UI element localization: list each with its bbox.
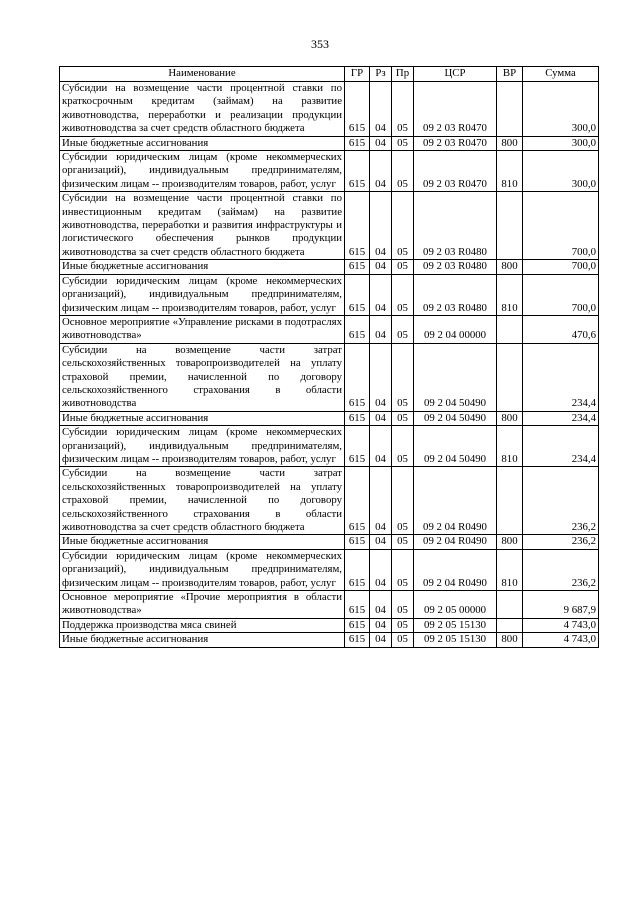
- row-rz-cell: 04: [370, 411, 392, 425]
- row-rz-cell: 04: [370, 591, 392, 619]
- row-vr-cell: 810: [497, 151, 523, 192]
- row-rz-cell: 04: [370, 467, 392, 535]
- row-vr-cell: [497, 82, 523, 137]
- row-vr-cell: [497, 591, 523, 619]
- row-rz-cell: 04: [370, 315, 392, 343]
- row-rz-cell: 04: [370, 343, 392, 411]
- row-rz-cell: 04: [370, 426, 392, 467]
- row-pr-cell: 05: [392, 618, 414, 632]
- row-name-cell: Поддержка производства мяса свиней: [60, 618, 345, 632]
- row-pr-cell: 05: [392, 633, 414, 647]
- row-csr-cell: 09 2 04 R0490: [414, 549, 497, 590]
- row-gr-cell: 615: [345, 274, 370, 315]
- row-sum-cell: 9 687,9: [523, 591, 599, 619]
- row-vr-cell: [497, 315, 523, 343]
- row-csr-cell: 09 2 04 50490: [414, 411, 497, 425]
- table-row: [60, 633, 599, 647]
- row-sum-cell: 234,4: [523, 343, 599, 411]
- row-sum-cell: 234,4: [523, 426, 599, 467]
- row-sum-cell: 4 743,0: [523, 633, 599, 647]
- row-vr-cell: [497, 618, 523, 632]
- table-row: [60, 151, 599, 192]
- row-name-cell: Иные бюджетные ассигнования: [60, 260, 345, 274]
- row-sum-cell: 236,2: [523, 535, 599, 549]
- row-pr-cell: 05: [392, 343, 414, 411]
- row-name-cell: Иные бюджетные ассигнования: [60, 633, 345, 647]
- row-gr-cell: 615: [345, 426, 370, 467]
- row-csr-cell: 09 2 03 R0480: [414, 260, 497, 274]
- row-gr-cell: 615: [345, 535, 370, 549]
- row-csr-cell: 09 2 05 00000: [414, 591, 497, 619]
- header-gr: ГР: [345, 67, 370, 82]
- row-gr-cell: 615: [345, 260, 370, 274]
- row-csr-cell: 09 2 03 R0470: [414, 151, 497, 192]
- table-row: [60, 618, 599, 632]
- row-pr-cell: 05: [392, 315, 414, 343]
- row-vr-cell: 800: [497, 136, 523, 150]
- row-vr-cell: 800: [497, 535, 523, 549]
- row-vr-cell: 800: [497, 260, 523, 274]
- row-gr-cell: 615: [345, 549, 370, 590]
- row-sum-cell: 300,0: [523, 136, 599, 150]
- row-csr-cell: 09 2 05 15130: [414, 618, 497, 632]
- row-rz-cell: 04: [370, 151, 392, 192]
- row-pr-cell: 05: [392, 426, 414, 467]
- row-csr-cell: 09 2 03 R0470: [414, 136, 497, 150]
- row-pr-cell: 05: [392, 535, 414, 549]
- row-gr-cell: 615: [345, 151, 370, 192]
- row-pr-cell: 05: [392, 274, 414, 315]
- row-pr-cell: 05: [392, 591, 414, 619]
- row-rz-cell: 04: [370, 618, 392, 632]
- row-pr-cell: 05: [392, 411, 414, 425]
- row-sum-cell: 700,0: [523, 274, 599, 315]
- row-csr-cell: 09 2 03 R0480: [414, 192, 497, 260]
- row-name-cell: Субсидии юридическим лицам (кроме некоммерческих организаций), индивидуальным предпринимателям, физическим лицам -- производителям товаров, работ, услуг: [60, 426, 345, 467]
- row-vr-cell: [497, 343, 523, 411]
- table-row: [60, 274, 599, 315]
- table-header-row: [60, 67, 599, 82]
- row-rz-cell: 04: [370, 549, 392, 590]
- row-pr-cell: 05: [392, 467, 414, 535]
- row-name-cell: Субсидии на возмещение части процентной ставки по краткосрочным кредитам (займам) на развитие животноводства, переработки и реализации продукции животноводства за счет средств областного бюджета: [60, 82, 345, 137]
- table-row: [60, 591, 599, 619]
- header-rz: Рз: [370, 67, 392, 82]
- row-gr-cell: 615: [345, 315, 370, 343]
- table-row: [60, 192, 599, 260]
- row-sum-cell: 236,2: [523, 467, 599, 535]
- row-rz-cell: 04: [370, 260, 392, 274]
- row-gr-cell: 615: [345, 411, 370, 425]
- table-row: [60, 411, 599, 425]
- table-row: [60, 343, 599, 411]
- row-vr-cell: 810: [497, 274, 523, 315]
- row-csr-cell: 09 2 03 R0480: [414, 274, 497, 315]
- row-name-cell: Иные бюджетные ассигнования: [60, 411, 345, 425]
- row-gr-cell: 615: [345, 591, 370, 619]
- row-pr-cell: 05: [392, 82, 414, 137]
- row-gr-cell: 615: [345, 192, 370, 260]
- row-csr-cell: 09 2 04 50490: [414, 426, 497, 467]
- row-vr-cell: 800: [497, 411, 523, 425]
- row-vr-cell: [497, 192, 523, 260]
- row-csr-cell: 09 2 04 R0490: [414, 467, 497, 535]
- row-rz-cell: 04: [370, 192, 392, 260]
- row-gr-cell: 615: [345, 467, 370, 535]
- budget-table: [59, 66, 599, 648]
- row-sum-cell: 234,4: [523, 411, 599, 425]
- row-rz-cell: 04: [370, 535, 392, 549]
- row-gr-cell: 615: [345, 343, 370, 411]
- row-sum-cell: 236,2: [523, 549, 599, 590]
- table-row: [60, 467, 599, 535]
- table-row: [60, 136, 599, 150]
- table-row: [60, 426, 599, 467]
- row-name-cell: Субсидии юридическим лицам (кроме некоммерческих организаций), индивидуальным предпринимателям, физическим лицам -- производителям товаров, работ, услуг: [60, 274, 345, 315]
- row-csr-cell: 09 2 04 R0490: [414, 535, 497, 549]
- row-vr-cell: 800: [497, 633, 523, 647]
- row-sum-cell: 300,0: [523, 151, 599, 192]
- table-row: [60, 82, 599, 137]
- row-vr-cell: [497, 467, 523, 535]
- row-name-cell: Субсидии юридическим лицам (кроме некоммерческих организаций), индивидуальным предпринимателям, физическим лицам -- производителям товаров, работ, услуг: [60, 151, 345, 192]
- row-sum-cell: 700,0: [523, 192, 599, 260]
- row-csr-cell: 09 2 05 15130: [414, 633, 497, 647]
- row-pr-cell: 05: [392, 151, 414, 192]
- row-rz-cell: 04: [370, 633, 392, 647]
- row-name-cell: Субсидии на возмещение части затрат сельскохозяйственных товаропроизводителей на уплату страховой премии, начисленной по договору сельскохозяйственного страхования в области животноводства за счет средств областного бюджета: [60, 467, 345, 535]
- row-name-cell: Иные бюджетные ассигнования: [60, 535, 345, 549]
- page-number: 353: [311, 37, 329, 51]
- row-name-cell: Субсидии юридическим лицам (кроме некоммерческих организаций), индивидуальным предпринимателям, физическим лицам -- производителям товаров, работ, услуг: [60, 549, 345, 590]
- row-pr-cell: 05: [392, 192, 414, 260]
- row-sum-cell: 470,6: [523, 315, 599, 343]
- row-rz-cell: 04: [370, 82, 392, 137]
- row-rz-cell: 04: [370, 136, 392, 150]
- header-name: Наименование: [60, 67, 345, 82]
- row-vr-cell: 810: [497, 426, 523, 467]
- table-row: [60, 535, 599, 549]
- row-name-cell: Основное мероприятие «Прочие мероприятия в области животноводства»: [60, 591, 345, 619]
- row-gr-cell: 615: [345, 633, 370, 647]
- row-csr-cell: 09 2 04 00000: [414, 315, 497, 343]
- row-gr-cell: 615: [345, 136, 370, 150]
- row-gr-cell: 615: [345, 82, 370, 137]
- header-sum: Сумма: [523, 67, 599, 82]
- row-name-cell: Иные бюджетные ассигнования: [60, 136, 345, 150]
- row-name-cell: Основное мероприятие «Управление рисками в подотраслях животноводства»: [60, 315, 345, 343]
- table-row: [60, 260, 599, 274]
- row-sum-cell: 700,0: [523, 260, 599, 274]
- row-rz-cell: 04: [370, 274, 392, 315]
- row-name-cell: Субсидии на возмещение части затрат сельскохозяйственных товаропроизводителей на уплату страховой премии, начисленной по договору сельскохозяйственного страхования в области животноводства: [60, 343, 345, 411]
- header-csr: ЦСР: [414, 67, 497, 82]
- row-sum-cell: 4 743,0: [523, 618, 599, 632]
- table-row: [60, 549, 599, 590]
- row-gr-cell: 615: [345, 618, 370, 632]
- row-sum-cell: 300,0: [523, 82, 599, 137]
- row-csr-cell: 09 2 03 R0470: [414, 82, 497, 137]
- row-vr-cell: 810: [497, 549, 523, 590]
- row-csr-cell: 09 2 04 50490: [414, 343, 497, 411]
- row-pr-cell: 05: [392, 136, 414, 150]
- table-row: [60, 315, 599, 343]
- header-vr: ВР: [497, 67, 523, 82]
- row-pr-cell: 05: [392, 260, 414, 274]
- row-pr-cell: 05: [392, 549, 414, 590]
- row-name-cell: Субсидии на возмещение части процентной ставки по инвестиционным кредитам (займам) на развитие животноводства, переработки и развития инфраструктуры и логистического обеспечения рынков продукции животноводства за счет средств областного бюджета: [60, 192, 345, 260]
- header-pr: Пр: [392, 67, 414, 82]
